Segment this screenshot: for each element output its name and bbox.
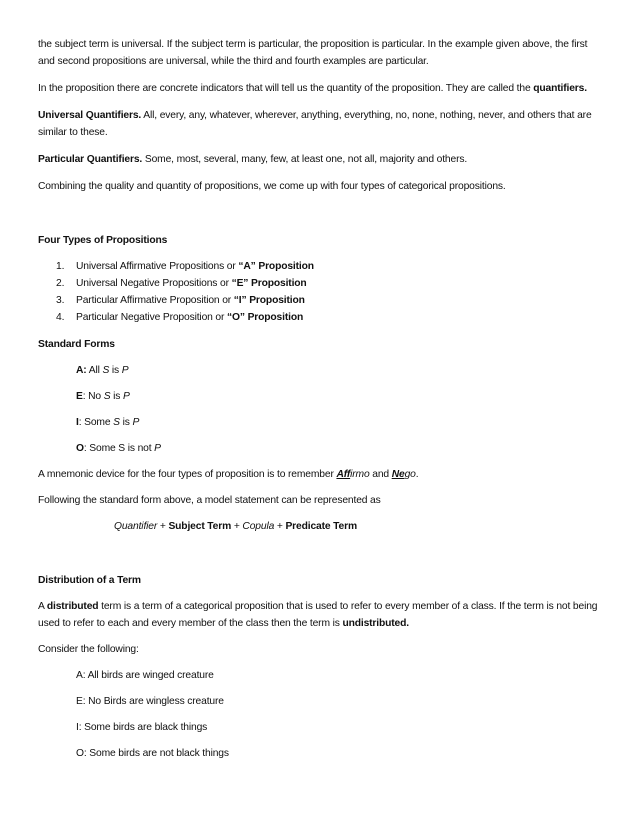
paragraph-consider: Consider the following: — [38, 644, 139, 655]
list-text: Particular Affirmative Proposition or — [76, 295, 234, 306]
mnemonic-aff: Aff — [336, 469, 351, 480]
form-predicate: P — [132, 417, 140, 428]
form-text: All — [86, 365, 103, 376]
form-label: E — [76, 391, 83, 402]
list-item — [38, 292, 600, 309]
paragraph-particular-quantifiers — [38, 151, 600, 168]
paragraph-universal-quantifiers — [38, 107, 600, 141]
model-statement — [38, 518, 600, 535]
model-subject: Subject Term — [168, 521, 232, 532]
form-subject: S — [102, 365, 110, 376]
example-a: A: All birds are winged creature — [76, 670, 214, 681]
model-plus: + — [274, 521, 286, 532]
heading-distribution: Distribution of a Term — [38, 575, 141, 586]
form-predicate: P — [123, 391, 130, 402]
mnemonic-ne: Ne — [391, 469, 405, 480]
list-item — [38, 275, 600, 292]
mnemonic-and: and — [369, 469, 392, 480]
universal-label: Universal Quantifiers. — [38, 110, 142, 121]
example-o: O: Some birds are not black things — [76, 748, 229, 759]
model-plus: + — [157, 521, 169, 532]
quantifiers-text: In the proposition there are concrete indicators that will tell us the quantity of the proposition. They are called the — [38, 83, 534, 94]
particular-text: Some, most, several, many, few, at least one, not all, majority and others. — [142, 154, 468, 165]
standard-form-e — [38, 388, 600, 405]
form-text: : Some — [78, 417, 114, 428]
paragraph-following: Following the standard form above, a model statement can be represented as — [38, 495, 381, 506]
form-predicate: P — [154, 443, 161, 454]
heading-standard-forms: Standard Forms — [38, 339, 115, 350]
mnemonic-irmo: irmo — [350, 469, 370, 480]
paragraph-combining: Combining the quality and quantity of propositions, we come up with four types of categorical propositions. — [38, 181, 506, 192]
list-item — [38, 309, 600, 326]
distribution-text: term is a term of a categorical proposition that is used to refer to every member of a class. If the term is not being used to refer to each and every member of the class then the term is — [38, 601, 598, 629]
list-item — [38, 258, 600, 275]
model-quantifier: Quantifier — [114, 521, 158, 532]
form-subject: S — [103, 391, 111, 402]
list-bold: “I” Proposition — [233, 295, 305, 306]
mnemonic-end: . — [415, 469, 419, 480]
form-predicate: P — [121, 365, 129, 376]
distribution-text: A — [38, 601, 47, 612]
form-label: O — [76, 443, 84, 454]
heading-four-types: Four Types of Propositions — [38, 235, 168, 246]
model-plus: + — [231, 521, 243, 532]
list-number: 3. — [56, 295, 65, 306]
example-e: E: No Birds are wingless creature — [76, 696, 224, 707]
list-bold: “O” Proposition — [227, 312, 304, 323]
document-page — [38, 36, 600, 762]
form-text: is — [110, 391, 123, 402]
paragraph-distributed — [38, 598, 600, 632]
standard-form-i — [38, 414, 600, 431]
list-number: 2. — [56, 278, 65, 289]
list-text: Universal Affirmative Propositions or — [76, 261, 239, 272]
list-number: 1. — [56, 261, 65, 272]
distribution-undistributed: undistributed. — [342, 618, 409, 629]
standard-form-a — [38, 362, 600, 379]
list-bold: “A” Proposition — [238, 261, 314, 272]
paragraph-mnemonic — [38, 466, 600, 483]
form-label: A: — [76, 365, 87, 376]
particular-label: Particular Quantifiers. — [38, 154, 143, 165]
model-copula: Copula — [242, 521, 275, 532]
standard-form-o — [38, 440, 600, 457]
mnemonic-go: go — [404, 469, 416, 480]
four-types-list — [38, 258, 600, 326]
model-predicate: Predicate Term — [285, 521, 357, 532]
list-text: Universal Negative Propositions or — [76, 278, 232, 289]
form-text: is — [109, 365, 122, 376]
form-label: I — [76, 417, 79, 428]
form-text: : No — [82, 391, 104, 402]
form-subject: S — [113, 417, 120, 428]
paragraph-quantifiers — [38, 80, 600, 97]
paragraph-subject-term: the subject term is universal. If the subject term is particular, the proposition is particular. In the example given above, the first and second propositions are universal, while the third and fourth examples are particular. — [38, 39, 588, 67]
quantifiers-term: quantifiers. — [533, 83, 587, 94]
example-i: I: Some birds are black things — [76, 722, 208, 733]
distribution-distributed: distributed — [46, 601, 99, 612]
list-number: 4. — [56, 312, 65, 323]
form-text: is — [119, 417, 133, 428]
list-text: Particular Negative Proposition or — [76, 312, 227, 323]
mnemonic-text: A mnemonic device for the four types of proposition is to remember — [38, 469, 337, 480]
list-bold: “E” Proposition — [231, 278, 307, 289]
universal-text: All, every, any, whatever, wherever, anything, everything, no, none, nothing, never, and others that are similar to these. — [38, 110, 592, 138]
form-text: : Some S is not — [83, 443, 155, 454]
